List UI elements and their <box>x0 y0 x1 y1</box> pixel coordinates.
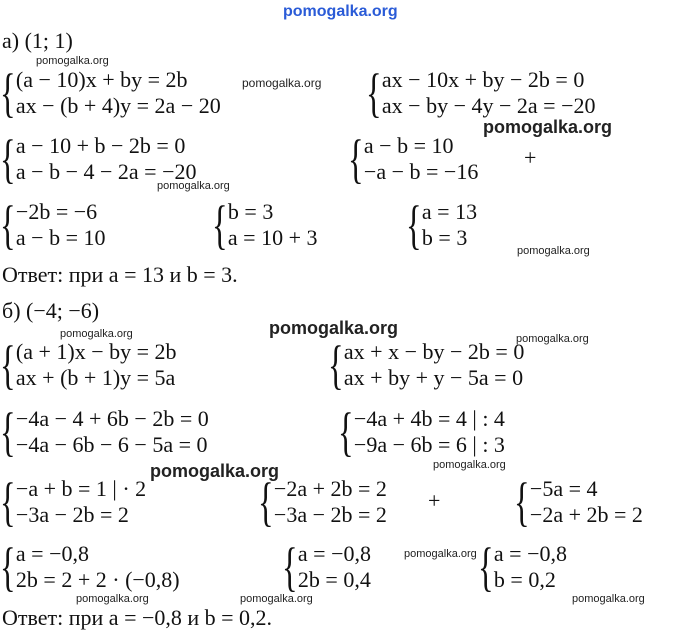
brace: { <box>0 335 16 395</box>
equation: a = −0,8 <box>493 541 568 566</box>
equation: −a − b = −16 <box>363 159 479 184</box>
equation-system <box>328 335 525 395</box>
equation: a − b = 10 <box>15 225 106 250</box>
brace: { <box>366 63 382 123</box>
equation-system <box>0 402 209 462</box>
watermark: pomogalka.org <box>76 593 149 605</box>
equation-system <box>478 537 568 597</box>
watermark: pomogalka.org <box>516 333 589 345</box>
equation: a = 10 + 3 <box>227 225 318 250</box>
equation-system <box>514 472 643 532</box>
equation: −2a + 2b = 2 <box>529 502 643 527</box>
equation: −4a − 6b − 6 − 5a = 0 <box>15 432 208 457</box>
brace: { <box>348 129 364 189</box>
watermark: pomogalka.org <box>240 593 313 605</box>
equation-system <box>0 195 106 255</box>
equation: b = 3 <box>421 225 468 250</box>
equation: (a + 1)x − by = 2b <box>15 339 177 364</box>
watermark: pomogalka.org <box>150 461 280 481</box>
equation: −4a + 4b = 4 | : 4 <box>353 406 505 431</box>
equation: ax + (b + 1)y = 5a <box>15 365 176 390</box>
equation: ax − by − 4y − 2a = −20 <box>381 93 596 118</box>
equation: ax + by + y − 5a = 0 <box>343 365 524 390</box>
watermark: pomogalka.org <box>517 245 590 257</box>
equation: −3a − 2b = 2 <box>273 502 387 527</box>
equation: b = 3 <box>227 199 274 224</box>
brace: { <box>0 402 16 462</box>
plus-sign: + <box>428 488 441 513</box>
brace: { <box>282 537 298 597</box>
equation-system <box>0 335 177 395</box>
equation: −a + b = 1 | · 2 <box>15 476 147 501</box>
brace: { <box>0 537 16 597</box>
equation: b = 0,2 <box>493 567 556 592</box>
equation: a = −0,8 <box>297 541 372 566</box>
brace: { <box>0 129 16 189</box>
brace: { <box>0 195 16 255</box>
equation-system <box>366 63 596 123</box>
watermark: pomogalka.org <box>36 55 109 67</box>
brace: { <box>0 472 16 532</box>
watermark: pomogalka.org <box>242 76 322 90</box>
equation-system <box>0 537 180 597</box>
plus-sign: + <box>524 145 537 170</box>
watermark: pomogalka.org <box>572 593 645 605</box>
watermark: pomogalka.org <box>157 180 230 192</box>
equation-system <box>0 63 221 123</box>
equation: −9a − 6b = 6 | : 3 <box>353 432 505 457</box>
brace: { <box>514 472 530 532</box>
equation-system <box>258 472 387 532</box>
equation: a − b = 10 <box>363 133 454 158</box>
equation: −4a − 4 + 6b − 2b = 0 <box>15 406 209 431</box>
equation: ax + x − by − 2b = 0 <box>343 339 525 364</box>
equation: a − b − 4 − 2a = −20 <box>15 159 197 184</box>
equation: −5a = 4 <box>529 476 598 501</box>
brace: { <box>212 195 228 255</box>
equation-system <box>212 195 318 255</box>
brace: { <box>406 195 422 255</box>
brace: { <box>338 402 354 462</box>
watermark: pomogalka.org <box>60 328 133 340</box>
equation: 2b = 2 + 2 · (−0,8) <box>15 567 180 592</box>
equation: a − 10 + b − 2b = 0 <box>15 133 186 158</box>
equation-system <box>406 195 478 255</box>
watermark: pomogalka.org <box>483 117 613 137</box>
watermark: pomogalka.org <box>269 318 399 338</box>
equation: −2b = −6 <box>15 199 98 224</box>
equation-system <box>282 537 372 597</box>
brace: { <box>0 63 16 123</box>
part-b-label: б) (−4; −6) <box>2 298 100 323</box>
equation-system <box>348 129 479 189</box>
brace: { <box>328 335 344 395</box>
equation: (a − 10)x + by = 2b <box>15 67 188 92</box>
answer-b: Ответ: при a = −0,8 и b = 0,2. <box>2 605 273 630</box>
brace: { <box>258 472 274 532</box>
answer-a: Ответ: при a = 13 и b = 3. <box>2 262 238 287</box>
equation: 2b = 0,4 <box>297 567 371 592</box>
equation-system <box>0 129 197 189</box>
part-a-label: а) (1; 1) <box>2 28 73 53</box>
equation: ax − 10x + by − 2b = 0 <box>381 67 585 92</box>
equation: ax − (b + 4)y = 2a − 20 <box>15 93 221 118</box>
watermark: pomogalka.org <box>283 3 398 20</box>
equation: −3a − 2b = 2 <box>15 502 129 527</box>
equation: −2a + 2b = 2 <box>273 476 387 501</box>
brace: { <box>478 537 494 597</box>
watermark: pomogalka.org <box>404 548 477 560</box>
equation-system <box>0 472 147 532</box>
watermark: pomogalka.org <box>433 459 506 471</box>
equation-system <box>338 402 505 462</box>
equation: a = 13 <box>421 199 478 224</box>
equation: a = −0,8 <box>15 541 90 566</box>
